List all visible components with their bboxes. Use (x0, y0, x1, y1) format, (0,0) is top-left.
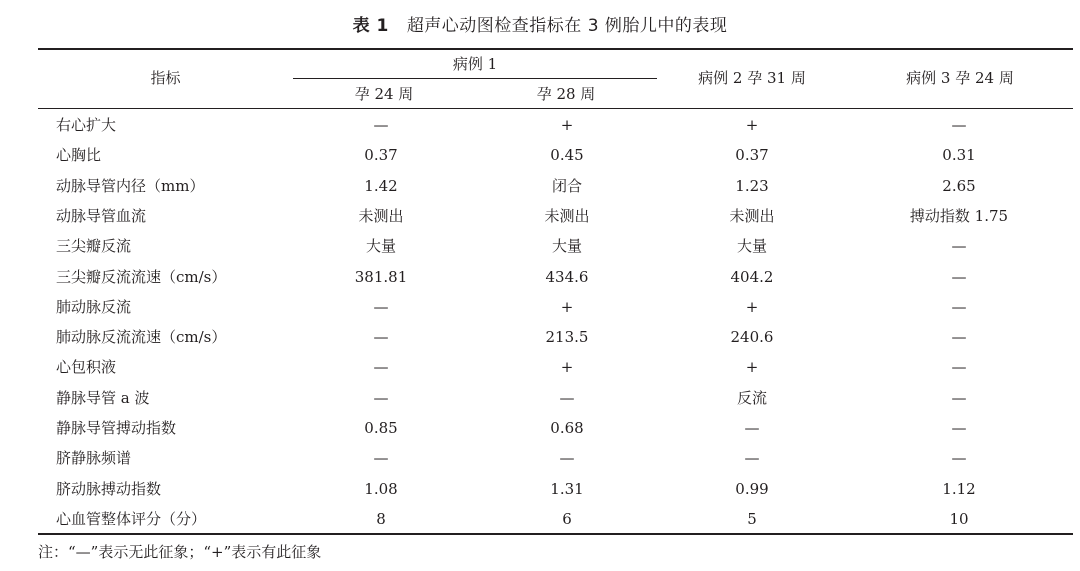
row-label: 脐静脉频谱 (56, 449, 132, 467)
table-cell: 未测出 (729, 207, 775, 225)
table-cell: — (559, 389, 575, 407)
table-cell: 2.65 (942, 177, 976, 195)
table-cell: + (745, 116, 759, 134)
table-cell: 反流 (736, 389, 767, 407)
row-label: 脐动脉搏动指数 (56, 480, 162, 498)
table-cell: 大量 (551, 237, 582, 255)
table-cell: 未测出 (544, 207, 590, 225)
table-cell: — (951, 449, 967, 467)
table-cell: 0.85 (364, 419, 398, 437)
table-cell: — (951, 298, 967, 316)
table-cell: 0.37 (364, 146, 398, 164)
table-cell: — (559, 449, 575, 467)
table-cell: 0.68 (550, 419, 584, 437)
table-cell: — (951, 328, 967, 346)
table-cell: 8 (376, 510, 386, 528)
table-cell: 闭合 (551, 177, 582, 195)
header-case2: 病例 2 孕 31 周 (698, 69, 806, 87)
table-cell: — (373, 328, 389, 346)
table-cell: 0.45 (550, 146, 584, 164)
row-label: 肺动脉反流 (56, 298, 132, 316)
case1-group-rule (293, 78, 657, 79)
row-label: 静脉导管 a 波 (56, 389, 150, 407)
table-cell: — (373, 389, 389, 407)
header-case1-week28: 孕 28 周 (536, 85, 596, 103)
table-title: 超声心动图检查指标在 3 例胎儿中的表现 (406, 16, 728, 36)
table-cell: + (745, 298, 759, 316)
table-cell: — (951, 237, 967, 255)
table-top-rule (38, 48, 1073, 50)
row-label: 心胸比 (56, 146, 102, 164)
header-case1: 病例 1 (452, 55, 498, 73)
table-cell: 240.6 (730, 328, 774, 346)
row-label: 心包积液 (56, 358, 117, 376)
row-label: 静脉导管搏动指数 (56, 419, 177, 437)
row-label: 三尖瓣反流流速（cm/s） (56, 268, 227, 286)
table-cell: 未测出 (358, 207, 404, 225)
table-cell: — (951, 389, 967, 407)
table-cell: — (744, 449, 760, 467)
table-cell: 1.12 (942, 480, 976, 498)
table-cell: 381.81 (354, 268, 408, 286)
table-cell: + (560, 116, 574, 134)
table-cell: 0.99 (735, 480, 769, 498)
table-cell: 搏动指数 1.75 (909, 207, 1009, 225)
table-header-rule (38, 108, 1073, 109)
table-cell: — (951, 116, 967, 134)
table-cell: 大量 (736, 237, 767, 255)
table-bottom-rule (38, 533, 1073, 535)
table-cell: — (951, 268, 967, 286)
table-cell: 0.37 (735, 146, 769, 164)
row-label: 心血管整体评分（分） (56, 510, 207, 528)
table-number: 表 1 (352, 16, 389, 36)
table-cell: 5 (747, 510, 757, 528)
table-caption (0, 13, 1080, 39)
table-cell: 213.5 (545, 328, 589, 346)
table-cell: — (373, 449, 389, 467)
table-cell: 10 (949, 510, 969, 528)
table-cell: 1.42 (364, 177, 398, 195)
table-footnote: 注：“—”表示无此征象；“+”表示有此征象 (38, 543, 322, 561)
table-cell: — (373, 298, 389, 316)
table-cell: — (951, 419, 967, 437)
table-cell: 1.08 (364, 480, 398, 498)
table-cell: + (560, 358, 574, 376)
table-cell: 434.6 (545, 268, 589, 286)
header-indicator: 指标 (150, 69, 181, 87)
table-cell: 6 (562, 510, 572, 528)
table-cell: 1.23 (735, 177, 769, 195)
table-cell: — (373, 358, 389, 376)
table-cell: 1.31 (550, 480, 584, 498)
row-label: 三尖瓣反流 (56, 237, 132, 255)
table-cell: — (373, 116, 389, 134)
table-cell: 404.2 (730, 268, 774, 286)
row-label: 动脉导管内径（mm） (56, 177, 205, 195)
table-cell: 0.31 (942, 146, 976, 164)
table-cell: 大量 (365, 237, 396, 255)
row-label: 肺动脉反流流速（cm/s） (56, 328, 227, 346)
header-case1-week24: 孕 24 周 (354, 85, 414, 103)
table-cell: — (744, 419, 760, 437)
row-label: 右心扩大 (56, 116, 117, 134)
table-cell: + (745, 358, 759, 376)
table-cell: — (951, 358, 967, 376)
table-cell: + (560, 298, 574, 316)
header-case3: 病例 3 孕 24 周 (906, 69, 1014, 87)
row-label: 动脉导管血流 (56, 207, 147, 225)
